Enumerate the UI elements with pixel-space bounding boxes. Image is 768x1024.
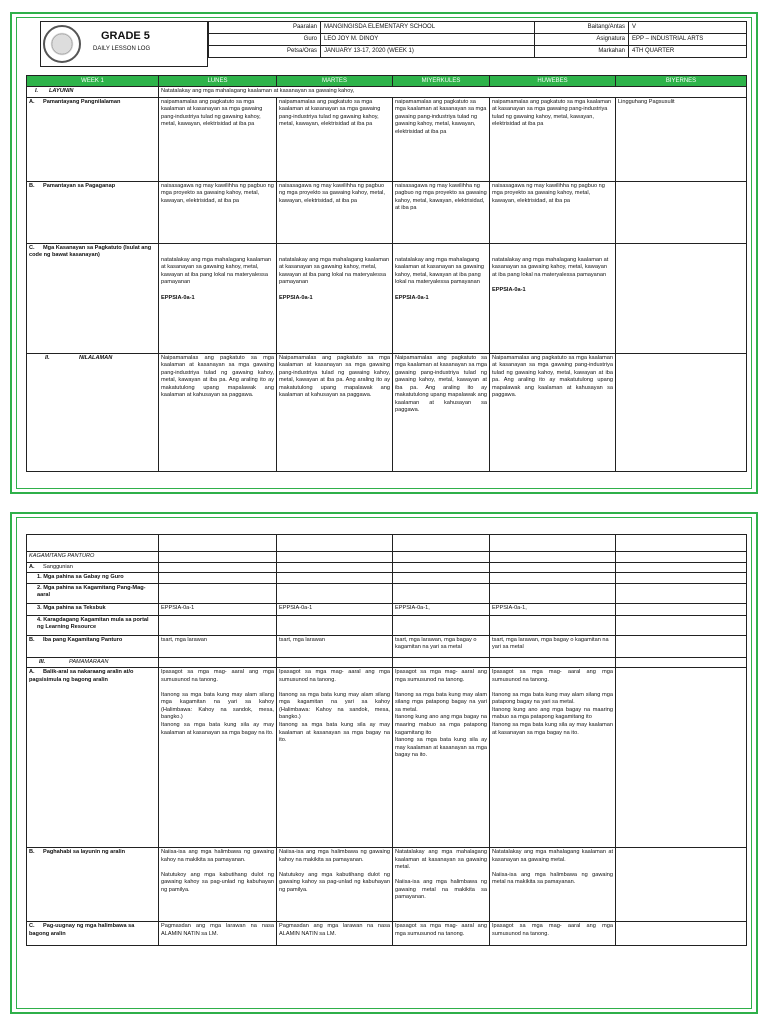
week-label: WEEK 1: [27, 76, 159, 87]
row-c-letter: C.: [29, 244, 35, 251]
deped-seal-icon: [43, 25, 81, 63]
header-meta-table: [208, 21, 747, 58]
row-mga-kasanayan: [27, 243, 747, 353]
paghahabi-label: Paghahabi sa layunin ng aralin: [43, 849, 126, 856]
label-paaralan: Paaralan: [209, 22, 321, 34]
row-a-miyerkules: naipamamalas ang pagkatuto sa mga kaalaman at kasanayan sa mga gawaing pang-industriya tulad ng gawaing kahoy, metal, kawayan, elektrisidad at iba pa: [393, 97, 490, 181]
row-a-huwebes: naipamamalas ang pagkatuto sa mga kaalaman at kasanayan sa mga gawaing pang-industriya tulad ng gawaing kahoy, metal, kawayan, elektrisidad at iba pa: [490, 97, 616, 181]
row-pamantayan-sa-pagaganap: [27, 181, 747, 243]
item-1-huwebes: [490, 573, 616, 584]
balik-aral-huwebes: Ipasagot sa mga mag- aaral ang mga sumusunod na tanong. Itanong sa mga bata kung may alam silang mga patapong bagay na yari sa metal. Itanong kung ano ang mga bagay na maaring mabuo sa mga patapong kagamitang ito Itanong sa mga bata kung sila ay may kaalaman at kasanayan sa mga bagay na ito.: [490, 668, 616, 848]
item-1-miyerkules: [393, 573, 490, 584]
item-2-biyernes: [616, 583, 747, 603]
header: [26, 18, 746, 70]
label-markahan: Markahan: [535, 46, 629, 58]
iba-pang-label: Iba pang Kagamitang Panturo: [43, 636, 123, 643]
kagamitang-panturo-row: [27, 552, 747, 563]
item-4-martes: [277, 615, 393, 635]
row-c-huwebes-text: natatalakay ang mga mahalagang kaalaman at kasanayan sa gawaing kahoy, metal, kawayan at iba pang lokal na materyalessa pamayanan: [492, 256, 609, 278]
item-1-biyernes: [616, 573, 747, 584]
sanggunian-letter: A.: [29, 563, 35, 570]
day-lunes: LUNES: [159, 76, 277, 87]
item-3-miyerkules: EPPSIA-0a-1,: [393, 603, 490, 615]
paghahabi-row: [27, 848, 747, 922]
paghahabi-miyerkules: Natatalakay ang mga mahalagang kaalaman at kasanayan sa gawaing metal. Naiisa-isa ang mga halimbawa ng gawaing metal na makikita sa pamayanan.: [393, 848, 490, 922]
item-2-lunes: [159, 583, 277, 603]
item-3-label: 3. Mga pahina sa Teksbuk: [27, 603, 159, 615]
paghahabi-martes: Naiisa-isa ang mga halimbawa ng gawaing kahoy na makikita sa pamayanan. Natutukoy ang mga kabutihang dulot ng gawaing kahoy sa pag-unlad ng kabuhayan ng pamilya.: [277, 848, 393, 922]
paghahabi-biyernes: [616, 848, 747, 922]
row-b-martes: naisasagawa ng may kawilihha ng pagbuo ng mga proyekto sa gawaing kahoy, metal, kawayan, elektrisidad, at iba pa: [277, 181, 393, 243]
balik-aral-biyernes: [616, 668, 747, 848]
item-1-martes: [277, 573, 393, 584]
paghahabi-lunes: Naiisa-isa ang mga halimbawa ng gawaing kahoy na makikita sa pamayanan. Natutukoy ang mga kabutihang dulot ng gawaing kahoy sa pag-unlad ng kabuhayan ng pamilya.: [159, 848, 277, 922]
row-c-lunes-code: EPPSIA-0a-1: [161, 294, 195, 301]
balik-aral-miyerkules: Ipasagot sa mga mag- aaral ang mga sumusunod na tanong. Itanong sa mga bata kung may alam silang mga patapong bagay na yari sa metal. Itanong kung ano ang mga bagay na maaring mabuo sa mga patapong kagamitang ito Itanong sa mga bata kung sila ay may kaalaman at kasanayan sa mga bagay na ito.: [393, 668, 490, 848]
row-a-label: Pamantayang Pangnilalaman: [43, 98, 121, 105]
item-2-label: 2. Mga pahina sa Kagamitang Pang-Mag-aaral: [27, 583, 159, 603]
value-markahan: 4TH QUARTER: [629, 46, 747, 58]
lesson-table-page-1: [26, 75, 747, 472]
pag-uugnay-row: [27, 922, 747, 946]
page-2: [10, 512, 758, 1014]
item-row-2: [27, 583, 747, 603]
pamamaraan-row: [27, 657, 747, 668]
row-a-biyernes: Lingguhang Pagsusulit: [616, 97, 747, 181]
row-b-letter: B.: [29, 182, 35, 189]
row-c-miyerkules-code: EPPSIA-0a-1: [395, 294, 429, 301]
item-2-miyerkules: [393, 583, 490, 603]
value-guro: LEO JOY M. DINOY: [321, 34, 535, 46]
nilalaman-huwebes: Naipamamalas ang pagkatuto sa mga kaalaman at kasanayan sa mga gawaing pang-industriya tulad ng gawaing kahoy, metal, kawayan at iba pa. Ang araling ito ay makatutulong upang mapalawak ang kaalaman at kahusayan sa paggawa.: [490, 353, 616, 471]
nilalaman-lunes: Naipamamalas ang pagkatuto sa mga kaalaman at kasanayan sa mga gawaing pang-industriya tulad ng gawaing kahoy, metal, kawayan at iba pa. Ang araling ito ay makatutulong upang mapalawak ang kaalaman at kahusayan sa paggawa.: [159, 353, 277, 471]
item-row-1: [27, 573, 747, 584]
row-b-miyerkules: naisasagawa ng may kawilihha ng pagbuo ng mga proyekto sa gawaing kahoy, metal, kawayan, elektrisidad, at iba pa: [393, 181, 490, 243]
row-b-lunes: naisasagawa ng may kawilihha ng pagbuo ng mga proyekto sa gawaing kahoy, metal, kawayan, elektrisidad, at iba pa: [159, 181, 277, 243]
iba-pang-lunes: tsart, mga larawan: [159, 635, 277, 657]
sanggunian-label: Sanggunian: [43, 563, 73, 570]
balik-aral-lunes: Ipasagot sa mga mag- aaral ang mga sumusunod na tanong. Itanong sa mga bata kung may alam silang mga kagamitan na yari sa kahoy (Halimbawa: Kahoy na sandok, mesa, bangko.) Itanong sa mga bata kung sila ay may kaalaman at kasanayan sa mga bagay na ito.: [159, 668, 277, 848]
iba-pang-letter: B.: [29, 636, 35, 643]
balik-aral-martes: Ipasagot sa mga mag- aaral ang mga sumusunod na tanong. Itanong sa mga bata kung may alam silang mga kagamitan na yari sa kahoy (Halimbawa: Kahoy na sandok, mesa, bangko.) Itanong sa mga bata kung sila ay may kaalaman at kasanayan sa mga bagay na ito.: [277, 668, 393, 848]
lesson-log-subtitle: DAILY LESSON LOG: [93, 46, 151, 52]
nilalaman-martes: Naipamamalas ang pagkatuto sa mga kaalaman at kasanayan sa mga gawaing pang-industriya tulad ng gawaing kahoy, metal, kawayan at iba pa. Ang araling ito ay makatutulong upang mapalawak ang kaalaman at kahusayan sa paggawa.: [277, 353, 393, 471]
iba-pang-kagamitan-row: [27, 635, 747, 657]
pag-uugnay-letter: C.: [29, 923, 35, 930]
label-petsa: Petsa/Oras: [209, 46, 321, 58]
row-a-lunes: naipamamalas ang pagkatuto sa mga kaalaman at kasanayan sa mga gawaing pang-industriya tulad ng gawaing kahoy, metal, kawayan, elektrisidad at iba pa: [159, 97, 277, 181]
value-baitang: V: [629, 22, 747, 34]
item-1-lunes: [159, 573, 277, 584]
layunin-num: I.: [35, 88, 39, 95]
row-c-martes-text: natatalakay ang mga mahalagang kaalaman at kasanayan sa gawaing kahoy, metal, kawayan at iba pang lokal na materyalessa pamayanan: [279, 256, 390, 286]
row-c-miyerkules-text: natatalakay ang mga mahalagang kaalaman at kasanayan sa gawaing kahoy, metal, kawayan at iba pang lokal na materyalessa pamayanan: [395, 256, 484, 286]
sanggunian-row: [27, 562, 747, 573]
pag-uugnay-huwebes: Ipasagot sa mga mag- aaral ang mga sumusunod na tanong.: [490, 922, 616, 946]
row-c-huwebes-code: EPPSIA-0a-1: [492, 287, 526, 294]
blank-top-row: [27, 535, 747, 552]
value-paaralan: MANGINGISDA ELEMENTARY SCHOOL: [321, 22, 535, 34]
item-2-huwebes: [490, 583, 616, 603]
day-martes: MARTES: [277, 76, 393, 87]
item-3-huwebes: EPPSIA-0a-1,: [490, 603, 616, 615]
value-petsa: JANUARY 13-17, 2020 (WEEK 1): [321, 46, 535, 58]
iba-pang-huwebes: tsart, mga larawan, mga bagay o kagamitan na yari sa metal: [490, 635, 616, 657]
row-a-martes: naipamamalas ang pagkatuto sa mga kaalaman at kasanayan sa mga gawaing pang-industriya tulad ng gawaing kahoy, metal, kawayan, elektrisidad at iba pa: [277, 97, 393, 181]
row-a-letter: A.: [29, 98, 35, 105]
week-header-row: [27, 76, 747, 87]
row-c-lunes-text: natatalakay ang mga mahalagang kaalaman at kasanayan sa gawaing kahoy, metal, kawayan at iba pang lokal na materyalessa pamayanan: [161, 256, 272, 286]
iba-pang-martes: tsart, mga larawan: [277, 635, 393, 657]
nilalaman-miyerkules: Naipamamalas ang pagkatuto sa mga kaalaman at kasanayan sa mga gawaing pang-industriya tulad ng gawaing kahoy, metal, kawayan at iba pa. Ang araling ito ay makatutulong upang mapalawak ang kaalaman at kahusayan sa paggawa.: [393, 353, 490, 471]
item-3-martes: EPPSIA-0a-1: [277, 603, 393, 615]
item-3-biyernes: [616, 603, 747, 615]
row-c-biyernes: [616, 243, 747, 353]
iba-pang-biyernes: [616, 635, 747, 657]
label-asignatura: Asignatura: [535, 34, 629, 46]
label-baitang: Baitang/Antas: [535, 22, 629, 34]
value-asignatura: EPP – INDUSTRIAL ARTS: [629, 34, 747, 46]
layunin-row: [27, 87, 747, 98]
row-b-huwebes: naisasagawa ng may kawilihha ng pagbuo ng mga proyekto sa gawaing kahoy, metal, kawayan, elektrisidad, at iba pa: [490, 181, 616, 243]
layunin-text: Natatalakay ang mga mahalagang kaalaman at kasanayan sa gawaing kahoy,: [159, 87, 747, 98]
item-4-lunes: [159, 615, 277, 635]
balik-aral-letter: A.: [29, 669, 35, 676]
pag-uugnay-lunes: Pagmasdan ang mga larawan na nasa ALAMIN NATIN sa LM.: [159, 922, 277, 946]
pag-uugnay-biyernes: [616, 922, 747, 946]
day-miyerkules: MIYERKULES: [393, 76, 490, 87]
pag-uugnay-label: Pag-uugnay ng mga halimbawa sa bagong aralin: [29, 923, 135, 937]
item-2-martes: [277, 583, 393, 603]
row-b-biyernes: [616, 181, 747, 243]
row-nilalaman: [27, 353, 747, 471]
lesson-table-page-2: [26, 534, 747, 946]
page-1: [10, 12, 758, 494]
item-3-lunes: EPPSIA-0a-1: [159, 603, 277, 615]
pag-uugnay-martes: Pagmasdan ang mga larawan na nasa ALAMIN NATIN sa LM.: [277, 922, 393, 946]
row-pamantayang-pangnilalaman: [27, 97, 747, 181]
nilalaman-num: II.: [45, 354, 50, 361]
pamamaraan-label: PAMAMARAAN: [69, 658, 109, 665]
balik-aral-row: [27, 668, 747, 848]
pamamaraan-num: III.: [39, 658, 46, 665]
grade-title: GRADE 5: [101, 30, 150, 42]
nilalaman-biyernes: [616, 353, 747, 471]
item-4-huwebes: [490, 615, 616, 635]
paghahabi-huwebes: Natatalakay ang mga mahalagang kaalaman at kasanayan sa gawaing metal. Naiisa-isa ang mga halimbawa ng gawaing metal na makikita sa pamayanan.: [490, 848, 616, 922]
row-c-martes-code: EPPSIA-0a-1: [279, 294, 313, 301]
nilalaman-label: NILALAMAN: [79, 354, 113, 361]
item-4-miyerkules: [393, 615, 490, 635]
day-biyernes: BIYERNES: [616, 76, 747, 87]
layunin-label: LAYUNIN: [49, 88, 74, 95]
pag-uugnay-miyerkules: Ipasagot sa mga mag- aaral ang mga sumusunod na tanong.: [393, 922, 490, 946]
row-c-label: Mga Kasanayan sa Pagkatuto (Isulat ang code ng bawat kasanayan): [29, 244, 152, 259]
iba-pang-miyerkules: tsart, mga larawan, mga bagay o kagamitan na yari sa metal: [393, 635, 490, 657]
row-b-label: Pamantayan sa Pagaganap: [43, 182, 116, 189]
item-row-3: [27, 603, 747, 615]
label-guro: Guro: [209, 34, 321, 46]
paghahabi-letter: B.: [29, 849, 35, 856]
item-1-label: 1. Mga pahina sa Gabay ng Guro: [27, 573, 159, 584]
balik-aral-label: Balik-aral sa nakaraang aralin at/o pagsisimula ng bagong aralin: [29, 669, 134, 683]
day-huwebes: HUWEBES: [490, 76, 616, 87]
item-4-biyernes: [616, 615, 747, 635]
item-4-label: 4. Karagdagang Kagamitan mula sa portal ng Learning Resource: [27, 615, 159, 635]
item-row-4: [27, 615, 747, 635]
grade-box: [40, 21, 208, 67]
kagamitang-label: KAGAMITANG PANTURO: [27, 552, 159, 563]
